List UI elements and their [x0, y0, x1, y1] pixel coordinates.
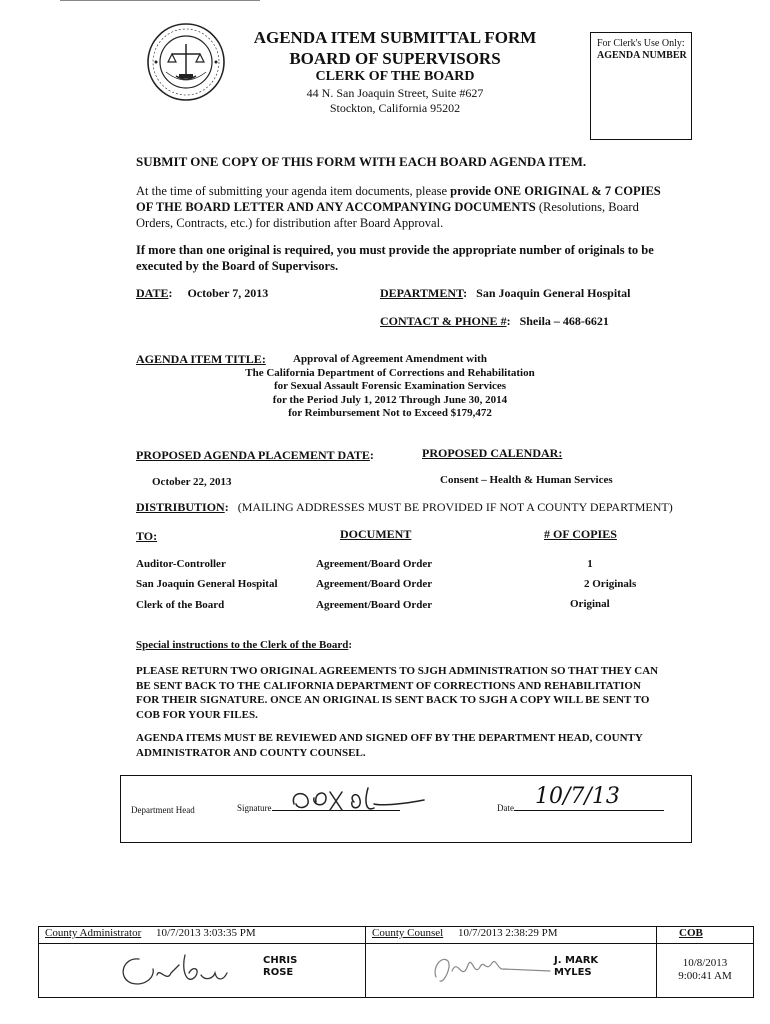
special-header: Special instructions to the Clerk of the Board: — [136, 639, 353, 651]
county-seal-icon — [146, 22, 226, 102]
special-text: PLEASE RETURN TWO ORIGINAL AGREEMENTS TO SJGH ADMINISTRATION SO THAT THEY CAN BE SENT BACK TO THE CALIFORNIA DEPARTMENT OF CORRECTIONS AND REHABILITATION FOR THEIR SIGNATURE. ONCE AN ORIGINAL IS SENT BACK TO SJGH A COPY WILL BE SENT TO COB FOR YOUR FILES. — [136, 665, 659, 721]
department-label: DEPARTMENT — [380, 286, 464, 300]
agenda-title-line: for Sexual Assault Forensic Examination Services — [273, 380, 507, 392]
counsel-header — [366, 927, 656, 944]
dept-head-label: Department Head — [131, 805, 195, 815]
counsel-timestamp: 10/7/2013 2:38:29 PM — [457, 927, 558, 939]
dist-to: Clerk of the Board — [136, 599, 225, 611]
special-label: Special instructions to the Clerk of the Board — [136, 639, 349, 651]
agenda-title-line: The California Department of Corrections and Rehabilitation — [245, 366, 535, 379]
col-document: DOCUMENT — [340, 527, 412, 541]
calendar-label: PROPOSED CALENDAR: — [422, 446, 563, 460]
para1-emphasis: provide ONE ORIGINAL & 7 COPIES OF THE BOARD LETTER AND ANY ACCOMPANYING DOCUMENTS — [136, 184, 661, 214]
counsel-last-name: MYLES — [554, 967, 592, 978]
dept-head-signature — [286, 782, 436, 816]
date-signoff-label: Date — [497, 803, 514, 813]
county-counsel-cell — [366, 927, 657, 997]
col-to: TO: — [136, 529, 158, 543]
calendar-value: Consent – Health & Human Services — [440, 474, 613, 486]
board-title: BOARD OF SUPERVISORS — [289, 49, 501, 68]
para1-tail: (Resolutions, Board Orders, Contracts, etc.) for distribution after Board Approval. — [136, 200, 639, 230]
contact-value: Sheila – 468-6621 — [519, 314, 609, 328]
counsel-signature — [422, 947, 562, 995]
clerk-use-label: For Clerk's Use Only: — [597, 38, 685, 49]
clerk-use-box — [590, 32, 692, 140]
agenda-title-line: for the Period July 1, 2012 Through June 30, 2014 — [272, 393, 508, 406]
address-line-2: Stockton, California 95202 — [329, 101, 461, 115]
cob-label: COB — [679, 927, 703, 939]
cob-header — [657, 927, 753, 944]
department-signoff-box — [120, 775, 692, 843]
distribution-label: DISTRIBUTION — [136, 500, 225, 514]
admin-last-name: ROSE — [263, 967, 294, 978]
admin-header — [39, 927, 365, 944]
office-title: CLERK OF THE BOARD — [315, 69, 475, 84]
counsel-first-name: J. MARK — [554, 955, 599, 966]
dist-to: Auditor-Controller — [136, 558, 226, 570]
contact-label: CONTACT & PHONE # — [380, 314, 507, 328]
handwritten-date: 10/7/13 — [535, 784, 620, 809]
col-copies: # OF COPIES — [544, 527, 617, 541]
department-field: DEPARTMENT: San Joaquin General Hospital — [380, 286, 631, 300]
dist-document: Agreement/Board Order — [316, 578, 433, 590]
cob-time: 9:00:41 AM — [678, 970, 732, 982]
admin-name — [263, 955, 297, 979]
address-line-1: 44 N. San Joaquin Street, Suite #627 — [306, 86, 484, 100]
counsel-name — [554, 955, 598, 979]
agenda-title-line: Approval of Agreement Amendment with — [293, 353, 487, 365]
dist-copies: 2 Originals — [584, 578, 637, 590]
top-rule — [60, 0, 260, 1]
dist-copies: Original — [570, 598, 610, 610]
date-label: DATE — [136, 286, 169, 300]
admin-signature — [109, 947, 239, 995]
submit-paragraph — [136, 183, 666, 231]
approval-footer — [38, 926, 754, 998]
agenda-number-label: AGENDA NUMBER — [597, 50, 687, 61]
admin-first-name: CHRIS — [263, 955, 298, 966]
review-text: AGENDA ITEMS MUST BE REVIEWED AND SIGNED OFF BY THE DEPARTMENT HEAD, COUNTY ADMINISTRATOR AND COUNTY COUNSEL. — [136, 732, 643, 759]
dist-document: Agreement/Board Order — [316, 558, 433, 570]
counsel-label: County Counsel — [372, 927, 444, 939]
form-title: AGENDA ITEM SUBMITTAL FORM — [253, 28, 537, 47]
cob-stamp — [657, 957, 753, 983]
agenda-title-label: AGENDA ITEM TITLE: — [136, 352, 266, 366]
originals-paragraph: If more than one original is required, you must provide the appropriate number of originals to be executed by the Board of Supervisors. — [136, 243, 654, 273]
dist-to: San Joaquin General Hospital — [136, 578, 278, 590]
distribution-note: (MAILING ADDRESSES MUST BE PROVIDED IF NOT A COUNTY DEPARTMENT) — [237, 500, 673, 514]
contact-field: CONTACT & PHONE #: Sheila – 468-6621 — [380, 314, 609, 328]
placement-label-field: PROPOSED AGENDA PLACEMENT DATE: — [136, 448, 374, 462]
admin-timestamp: 10/7/2013 3:03:35 PM — [156, 927, 256, 939]
department-value: San Joaquin General Hospital — [476, 286, 631, 300]
date-value: October 7, 2013 — [187, 286, 269, 300]
submit-instruction: SUBMIT ONE COPY OF THIS FORM WITH EACH BOARD AGENDA ITEM. — [136, 154, 587, 169]
dist-document: Agreement/Board Order — [316, 599, 433, 611]
agenda-title-block — [240, 353, 540, 421]
admin-label: County Administrator — [45, 927, 142, 939]
cob-date: 10/8/2013 — [682, 957, 728, 969]
agenda-title-line: for Reimbursement Not to Exceed $179,472 — [288, 407, 492, 419]
signature-label: Signature — [237, 803, 272, 813]
county-administrator-cell — [39, 927, 366, 997]
cob-cell — [657, 927, 753, 997]
distribution-header: DISTRIBUTION: (MAILING ADDRESSES MUST BE PROVIDED IF NOT A COUNTY DEPARTMENT) — [136, 500, 673, 514]
placement-label: PROPOSED AGENDA PLACEMENT DATE — [136, 448, 370, 462]
para1-lead: At the time of submitting your agenda item documents, please — [136, 184, 451, 198]
placement-value: October 22, 2013 — [152, 476, 232, 488]
date-field: DATE: October 7, 2013 — [136, 286, 269, 300]
dist-copies: 1 — [587, 558, 593, 570]
